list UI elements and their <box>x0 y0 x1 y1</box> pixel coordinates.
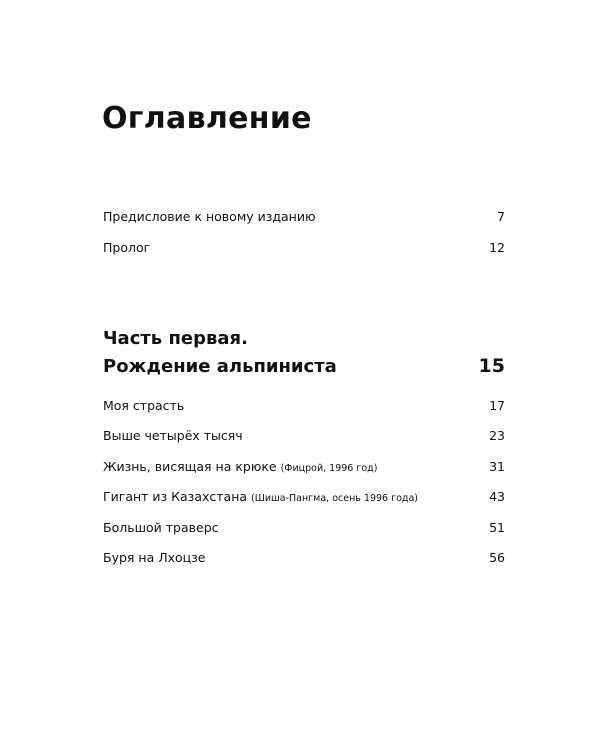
entry-label: Буря на Лхоцзе <box>103 550 206 565</box>
part-title-line1: Часть первая. <box>103 328 248 349</box>
entry-page-number: 23 <box>489 428 505 443</box>
part-page-number: 15 <box>478 355 505 377</box>
entry-label: Предисловие к новому изданию <box>103 209 316 224</box>
toc-entry-prologue <box>103 242 505 255</box>
toc-entry-chapter <box>103 522 505 535</box>
part-heading <box>103 330 505 376</box>
entry-note: (Фицрой, 1996 год) <box>280 463 378 474</box>
toc-entry-chapter <box>103 461 505 474</box>
part-title-row <box>103 357 505 376</box>
entry-page-number: 17 <box>489 398 505 413</box>
toc-entry-chapter <box>103 491 505 504</box>
toc-entry-chapter <box>103 552 505 565</box>
toc-entry-chapter <box>103 400 505 413</box>
page-title: Оглавление <box>102 101 312 136</box>
entry-page-number: 43 <box>489 489 505 504</box>
toc-entry-chapter <box>103 430 505 443</box>
entry-page-number: 12 <box>489 240 505 255</box>
entry-label: Пролог <box>103 240 151 255</box>
entry-label-group <box>103 461 377 474</box>
entry-page-number: 56 <box>489 550 505 565</box>
entry-note: (Шиша-Пангма, осень 1996 года) <box>251 493 418 504</box>
entry-page-number: 7 <box>497 209 505 224</box>
entry-page-number: 51 <box>489 520 505 535</box>
entry-label: Жизнь, висящая на крюке <box>103 459 277 474</box>
entry-label: Большой траверс <box>103 520 219 535</box>
entry-label-group <box>103 491 418 504</box>
toc-entry-preface <box>103 211 505 224</box>
part-title-line2: Рождение альпиниста <box>103 356 337 377</box>
entry-label: Выше четырёх тысяч <box>103 428 243 443</box>
entry-label: Гигант из Казахстана <box>103 489 248 504</box>
entry-page-number: 31 <box>489 459 505 474</box>
entry-label: Моя страсть <box>103 398 185 413</box>
